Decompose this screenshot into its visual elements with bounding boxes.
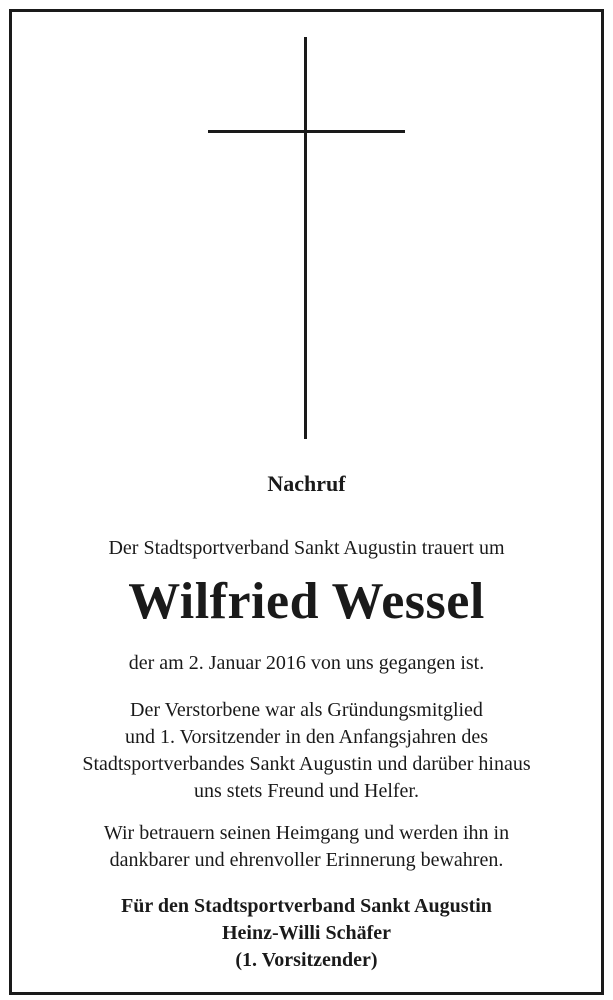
deceased-name: Wilfried Wessel	[128, 573, 485, 630]
tribute-line: uns stets Freund und Helfer.	[194, 780, 419, 802]
signature-organization: Für den Stadtsportverband Sankt Augustin	[121, 895, 492, 917]
cross-horizontal-bar	[208, 130, 405, 133]
mourning-paragraph	[20, 820, 593, 874]
tribute-line: und 1. Vorsitzender in den Anfangsjahren des	[124, 726, 489, 748]
cross-vertical-bar	[304, 37, 307, 439]
mourning-line: Wir betrauern seinen Heimgang und werden ihn in	[103, 822, 510, 844]
mourning-line: dankbarer und ehrenvoller Erinnerung bewahren.	[109, 849, 504, 871]
date-line: der am 2. Januar 2016 von uns gegangen ist.	[128, 652, 485, 674]
signature-person: Heinz-Willi Schäfer	[221, 922, 392, 944]
intro-line: Der Stadtsportverband Sankt Augustin trauert um	[108, 537, 505, 559]
tribute-line: Stadtsportverbandes Sankt Augustin und darüber hinaus	[82, 753, 531, 775]
signature-role: (1. Vorsitzender)	[235, 949, 378, 971]
tribute-line: Der Verstorbene war als Gründungsmitglied	[130, 699, 483, 721]
notice-heading: Nachruf	[267, 471, 346, 496]
tribute-paragraph	[20, 697, 593, 805]
